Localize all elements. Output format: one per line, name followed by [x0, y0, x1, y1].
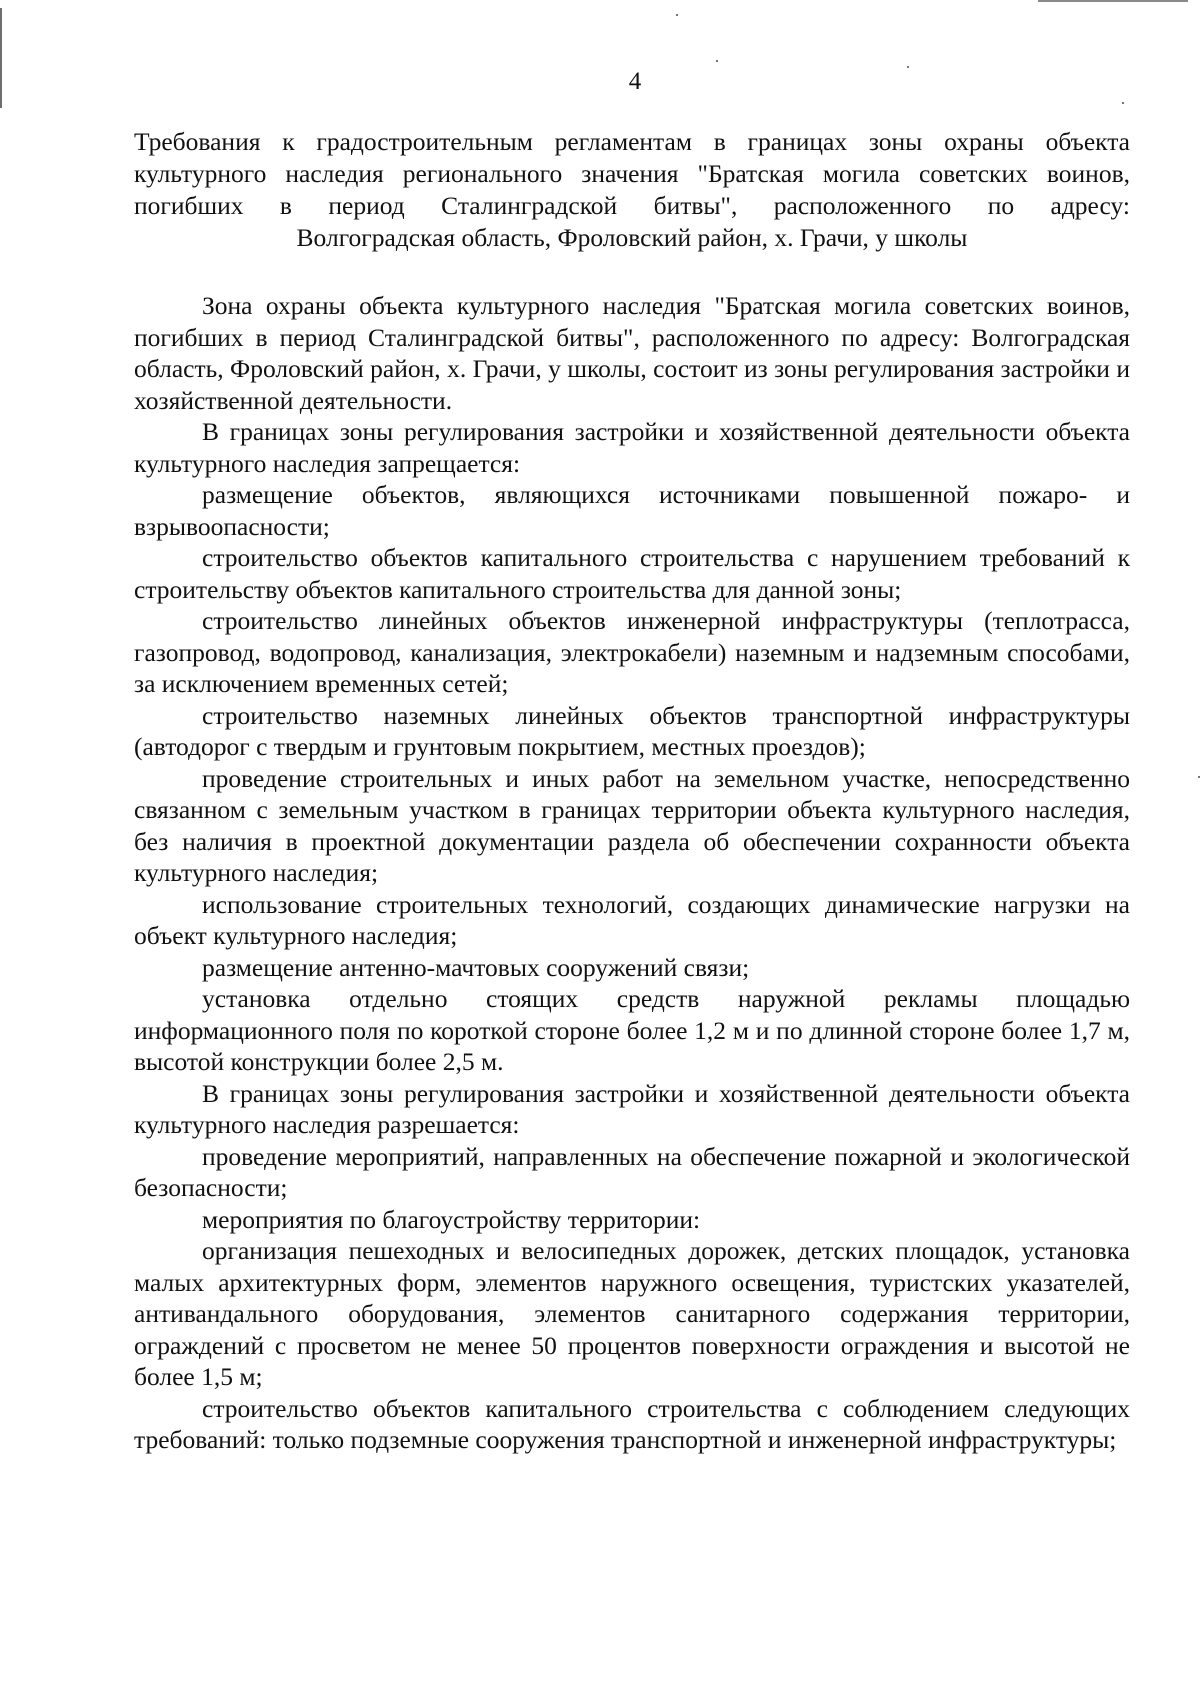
list-item: размещение антенно-мачтовых сооружений связи; — [202, 952, 750, 982]
heading-line: Требования к градостроительным регламентам в границах зоны охраны объекта — [134, 127, 1130, 156]
list-item: использование строительных технологий, создающих динамические нагрузки на объект культурного наследия; — [134, 889, 1130, 950]
document-body — [134, 290, 1130, 1456]
list-item: мероприятия по благоустройству территории: — [202, 1204, 701, 1234]
list-item: строительство объектов капитального строительства с нарушением требований к строительству объектов капитального строительства для данной зоны; — [134, 543, 1130, 604]
list-item: строительство линейных объектов инженерной инфраструктуры (теплотрасса, газопровод, водопровод, канализация, электрокабели) наземным и надземным способами, за исключением временных сетей; — [134, 606, 1130, 698]
list-item: проведение строительных и иных работ на земельном участке, непосредственно связанном с земельным участком в границах территории объекта культурного наследия, без наличия в проектной документации раздела об обеспечении сохранности объекта культурного наследия; — [134, 763, 1130, 887]
paragraph-zone-description: Зона охраны объекта культурного наследия "Братская могила советских воинов, погибших в период Сталинградской битвы", расположенного по адресу: Волгоградская область, Фроловский район, х. Грачи, у школы, состоит из зоны регулирования застройки и хозяйственной деятельности. — [134, 291, 1130, 415]
scan-speck — [676, 14, 678, 16]
list-item: организация пешеходных и велосипедных дорожек, детских площадок, установка малых архитектурных форм, элементов наружного освещения, туристских указателей, антивандального оборудования, элементов санитарного содержания территории, ограждений с просветом не менее 50 процентов поверхности ограждения и высотой не более 1,5 м; — [134, 1236, 1130, 1391]
list-item: строительство объектов капитального строительства с соблюдением следующих требований: только подземные сооружения транспортной и инженерной инфраструктуры; — [134, 1393, 1130, 1454]
list-item: установка отдельно стоящих средств наружной рекламы площадью информационного поля по короткой стороне более 1,2 м и по длинной стороне более 1,7 м, высотой конструкции более 2,5 м. — [134, 984, 1130, 1076]
paragraph-permitted-intro: В границах зоны регулирования застройки и хозяйственной деятельности объекта культурного наследия разрешается: — [134, 1078, 1130, 1139]
paragraph-prohibited-intro: В границах зоны регулирования застройки и хозяйственной деятельности объекта культурного наследия запрещается: — [134, 417, 1130, 478]
document-heading — [134, 126, 1130, 254]
heading-line: погибших в период Сталинградской битвы", расположенного по адресу: — [134, 191, 1130, 220]
heading-line: культурного наследия регионального значения "Братская могила советских воинов, — [134, 159, 1130, 188]
scan-edge-top — [1038, 0, 1188, 2]
scan-speck — [716, 60, 718, 62]
heading-line: Волгоградская область, Фроловский район, х. Грачи, у школы — [296, 223, 968, 252]
list-item: строительство наземных линейных объектов транспортной инфраструктуры (автодорог с твердым и грунтовым покрытием, местных проездов); — [134, 700, 1130, 761]
scan-speck — [1122, 102, 1124, 104]
page-number: 4 — [628, 68, 642, 95]
list-item: проведение мероприятий, направленных на обеспечение пожарной и экологической безопасности; — [134, 1141, 1130, 1202]
list-item: размещение объектов, являющихся источниками повышенной пожаро- и взрывоопасности; — [134, 480, 1130, 541]
